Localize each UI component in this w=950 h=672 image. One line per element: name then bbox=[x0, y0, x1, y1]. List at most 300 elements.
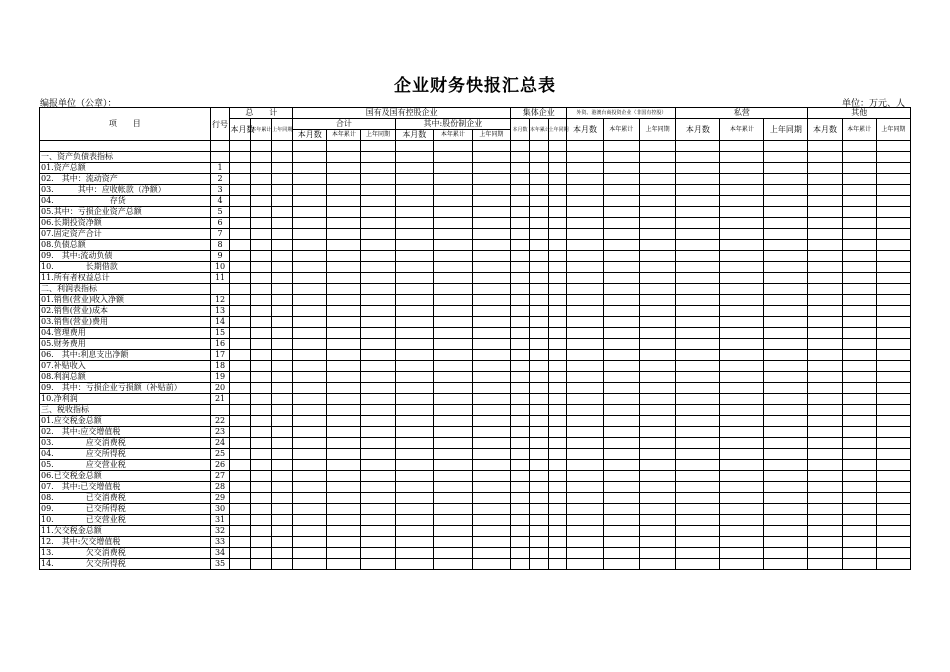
data-cell[interactable] bbox=[567, 427, 603, 438]
data-cell[interactable] bbox=[676, 251, 720, 262]
data-cell[interactable] bbox=[251, 152, 272, 163]
data-cell[interactable] bbox=[529, 548, 548, 559]
data-cell[interactable] bbox=[293, 526, 327, 537]
data-cell[interactable] bbox=[434, 438, 473, 449]
data-cell[interactable] bbox=[876, 361, 910, 372]
data-cell[interactable] bbox=[395, 361, 434, 372]
data-cell[interactable] bbox=[603, 460, 639, 471]
data-cell[interactable] bbox=[434, 537, 473, 548]
data-cell[interactable] bbox=[511, 372, 530, 383]
data-cell[interactable] bbox=[842, 526, 876, 537]
data-cell[interactable] bbox=[676, 262, 720, 273]
data-cell[interactable] bbox=[327, 526, 361, 537]
data-cell[interactable] bbox=[808, 515, 842, 526]
data-cell[interactable] bbox=[842, 504, 876, 515]
data-cell[interactable] bbox=[842, 306, 876, 317]
data-cell[interactable] bbox=[548, 262, 567, 273]
data-cell[interactable] bbox=[639, 471, 675, 482]
data-cell[interactable] bbox=[327, 460, 361, 471]
data-cell[interactable] bbox=[272, 240, 293, 251]
data-cell[interactable] bbox=[327, 449, 361, 460]
data-cell[interactable] bbox=[567, 405, 603, 416]
data-cell[interactable] bbox=[434, 251, 473, 262]
data-cell[interactable] bbox=[639, 306, 675, 317]
data-cell[interactable] bbox=[548, 438, 567, 449]
data-cell[interactable] bbox=[842, 218, 876, 229]
data-cell[interactable] bbox=[472, 515, 511, 526]
data-cell[interactable] bbox=[603, 427, 639, 438]
data-cell[interactable] bbox=[764, 306, 808, 317]
data-cell[interactable] bbox=[529, 328, 548, 339]
data-cell[interactable] bbox=[472, 251, 511, 262]
data-cell[interactable] bbox=[327, 273, 361, 284]
data-cell[interactable] bbox=[327, 504, 361, 515]
data-cell[interactable] bbox=[272, 229, 293, 240]
data-cell[interactable] bbox=[529, 427, 548, 438]
data-cell[interactable] bbox=[639, 350, 675, 361]
data-cell[interactable] bbox=[676, 493, 720, 504]
data-cell[interactable] bbox=[603, 273, 639, 284]
data-cell[interactable] bbox=[230, 196, 251, 207]
data-cell[interactable] bbox=[434, 405, 473, 416]
data-cell[interactable] bbox=[876, 262, 910, 273]
data-cell[interactable] bbox=[472, 548, 511, 559]
data-cell[interactable] bbox=[293, 504, 327, 515]
data-cell[interactable] bbox=[395, 537, 434, 548]
data-cell[interactable] bbox=[676, 207, 720, 218]
data-cell[interactable] bbox=[251, 526, 272, 537]
data-cell[interactable] bbox=[567, 526, 603, 537]
data-cell[interactable] bbox=[676, 526, 720, 537]
data-cell[interactable] bbox=[529, 559, 548, 570]
data-cell[interactable] bbox=[548, 559, 567, 570]
data-cell[interactable] bbox=[272, 559, 293, 570]
data-cell[interactable] bbox=[842, 559, 876, 570]
data-cell[interactable] bbox=[603, 416, 639, 427]
data-cell[interactable] bbox=[548, 548, 567, 559]
data-cell[interactable] bbox=[764, 273, 808, 284]
data-cell[interactable] bbox=[230, 350, 251, 361]
data-cell[interactable] bbox=[876, 317, 910, 328]
data-cell[interactable] bbox=[808, 229, 842, 240]
data-cell[interactable] bbox=[251, 273, 272, 284]
data-cell[interactable] bbox=[876, 471, 910, 482]
data-cell[interactable] bbox=[720, 559, 764, 570]
data-cell[interactable] bbox=[434, 526, 473, 537]
data-cell[interactable] bbox=[395, 196, 434, 207]
data-cell[interactable] bbox=[529, 460, 548, 471]
data-cell[interactable] bbox=[808, 471, 842, 482]
data-cell[interactable] bbox=[511, 416, 530, 427]
data-cell[interactable] bbox=[603, 317, 639, 328]
data-cell[interactable] bbox=[808, 328, 842, 339]
data-cell[interactable] bbox=[639, 548, 675, 559]
data-cell[interactable] bbox=[251, 460, 272, 471]
data-cell[interactable] bbox=[548, 229, 567, 240]
data-cell[interactable] bbox=[511, 449, 530, 460]
data-cell[interactable] bbox=[361, 526, 395, 537]
data-cell[interactable] bbox=[529, 339, 548, 350]
data-cell[interactable] bbox=[395, 273, 434, 284]
data-cell[interactable] bbox=[251, 240, 272, 251]
data-cell[interactable] bbox=[548, 152, 567, 163]
data-cell[interactable] bbox=[764, 394, 808, 405]
data-cell[interactable] bbox=[230, 405, 251, 416]
data-cell[interactable] bbox=[472, 471, 511, 482]
data-cell[interactable] bbox=[293, 394, 327, 405]
data-cell[interactable] bbox=[842, 537, 876, 548]
data-cell[interactable] bbox=[764, 163, 808, 174]
data-cell[interactable] bbox=[230, 438, 251, 449]
data-cell[interactable] bbox=[529, 185, 548, 196]
data-cell[interactable] bbox=[676, 218, 720, 229]
data-cell[interactable] bbox=[529, 284, 548, 295]
data-cell[interactable] bbox=[472, 174, 511, 185]
data-cell[interactable] bbox=[808, 416, 842, 427]
data-cell[interactable] bbox=[472, 449, 511, 460]
data-cell[interactable] bbox=[395, 515, 434, 526]
data-cell[interactable] bbox=[720, 383, 764, 394]
data-cell[interactable] bbox=[720, 295, 764, 306]
data-cell[interactable] bbox=[434, 361, 473, 372]
data-cell[interactable] bbox=[548, 273, 567, 284]
data-cell[interactable] bbox=[293, 460, 327, 471]
data-cell[interactable] bbox=[567, 350, 603, 361]
data-cell[interactable] bbox=[567, 218, 603, 229]
data-cell[interactable] bbox=[327, 427, 361, 438]
data-cell[interactable] bbox=[764, 339, 808, 350]
data-cell[interactable] bbox=[327, 405, 361, 416]
data-cell[interactable] bbox=[361, 559, 395, 570]
data-cell[interactable] bbox=[639, 251, 675, 262]
data-cell[interactable] bbox=[361, 537, 395, 548]
data-cell[interactable] bbox=[764, 317, 808, 328]
data-cell[interactable] bbox=[676, 240, 720, 251]
data-cell[interactable] bbox=[434, 273, 473, 284]
data-cell[interactable] bbox=[472, 405, 511, 416]
data-cell[interactable] bbox=[529, 482, 548, 493]
data-cell[interactable] bbox=[272, 405, 293, 416]
data-cell[interactable] bbox=[603, 163, 639, 174]
data-cell[interactable] bbox=[395, 240, 434, 251]
data-cell[interactable] bbox=[230, 284, 251, 295]
data-cell[interactable] bbox=[876, 152, 910, 163]
data-cell[interactable] bbox=[511, 163, 530, 174]
data-cell[interactable] bbox=[567, 229, 603, 240]
data-cell[interactable] bbox=[272, 493, 293, 504]
data-cell[interactable] bbox=[272, 427, 293, 438]
data-cell[interactable] bbox=[251, 405, 272, 416]
data-cell[interactable] bbox=[764, 515, 808, 526]
data-cell[interactable] bbox=[720, 460, 764, 471]
data-cell[interactable] bbox=[327, 262, 361, 273]
data-cell[interactable] bbox=[567, 273, 603, 284]
data-cell[interactable] bbox=[434, 163, 473, 174]
data-cell[interactable] bbox=[272, 295, 293, 306]
data-cell[interactable] bbox=[230, 504, 251, 515]
data-cell[interactable] bbox=[548, 416, 567, 427]
data-cell[interactable] bbox=[272, 196, 293, 207]
data-cell[interactable] bbox=[472, 416, 511, 427]
data-cell[interactable] bbox=[676, 284, 720, 295]
data-cell[interactable] bbox=[842, 427, 876, 438]
data-cell[interactable] bbox=[808, 449, 842, 460]
data-cell[interactable] bbox=[230, 328, 251, 339]
data-cell[interactable] bbox=[434, 328, 473, 339]
data-cell[interactable] bbox=[676, 449, 720, 460]
data-cell[interactable] bbox=[808, 185, 842, 196]
data-cell[interactable] bbox=[434, 262, 473, 273]
data-cell[interactable] bbox=[842, 493, 876, 504]
data-cell[interactable] bbox=[272, 163, 293, 174]
data-cell[interactable] bbox=[676, 394, 720, 405]
data-cell[interactable] bbox=[548, 372, 567, 383]
data-cell[interactable] bbox=[639, 504, 675, 515]
data-cell[interactable] bbox=[764, 493, 808, 504]
data-cell[interactable] bbox=[808, 262, 842, 273]
data-cell[interactable] bbox=[230, 394, 251, 405]
data-cell[interactable] bbox=[876, 515, 910, 526]
data-cell[interactable] bbox=[603, 229, 639, 240]
data-cell[interactable] bbox=[720, 372, 764, 383]
data-cell[interactable] bbox=[434, 460, 473, 471]
data-cell[interactable] bbox=[567, 394, 603, 405]
data-cell[interactable] bbox=[472, 229, 511, 240]
data-cell[interactable] bbox=[511, 251, 530, 262]
data-cell[interactable] bbox=[720, 163, 764, 174]
data-cell[interactable] bbox=[603, 515, 639, 526]
data-cell[interactable] bbox=[764, 174, 808, 185]
data-cell[interactable] bbox=[548, 196, 567, 207]
data-cell[interactable] bbox=[511, 152, 530, 163]
data-cell[interactable] bbox=[251, 504, 272, 515]
data-cell[interactable] bbox=[251, 295, 272, 306]
data-cell[interactable] bbox=[395, 526, 434, 537]
data-cell[interactable] bbox=[361, 251, 395, 262]
data-cell[interactable] bbox=[395, 383, 434, 394]
data-cell[interactable] bbox=[808, 405, 842, 416]
data-cell[interactable] bbox=[876, 185, 910, 196]
data-cell[interactable] bbox=[720, 537, 764, 548]
data-cell[interactable] bbox=[511, 361, 530, 372]
data-cell[interactable] bbox=[548, 328, 567, 339]
data-cell[interactable] bbox=[472, 537, 511, 548]
data-cell[interactable] bbox=[511, 383, 530, 394]
data-cell[interactable] bbox=[511, 537, 530, 548]
data-cell[interactable] bbox=[876, 273, 910, 284]
data-cell[interactable] bbox=[434, 240, 473, 251]
data-cell[interactable] bbox=[876, 416, 910, 427]
data-cell[interactable] bbox=[529, 317, 548, 328]
data-cell[interactable] bbox=[434, 152, 473, 163]
data-cell[interactable] bbox=[529, 405, 548, 416]
data-cell[interactable] bbox=[876, 339, 910, 350]
data-cell[interactable] bbox=[567, 537, 603, 548]
data-cell[interactable] bbox=[876, 174, 910, 185]
data-cell[interactable] bbox=[511, 306, 530, 317]
data-cell[interactable] bbox=[720, 515, 764, 526]
data-cell[interactable] bbox=[720, 493, 764, 504]
data-cell[interactable] bbox=[472, 207, 511, 218]
data-cell[interactable] bbox=[395, 493, 434, 504]
data-cell[interactable] bbox=[272, 328, 293, 339]
data-cell[interactable] bbox=[529, 229, 548, 240]
data-cell[interactable] bbox=[548, 482, 567, 493]
data-cell[interactable] bbox=[808, 526, 842, 537]
data-cell[interactable] bbox=[293, 493, 327, 504]
data-cell[interactable] bbox=[808, 438, 842, 449]
data-cell[interactable] bbox=[720, 405, 764, 416]
data-cell[interactable] bbox=[272, 174, 293, 185]
data-cell[interactable] bbox=[808, 548, 842, 559]
data-cell[interactable] bbox=[293, 273, 327, 284]
data-cell[interactable] bbox=[434, 295, 473, 306]
data-cell[interactable] bbox=[395, 416, 434, 427]
data-cell[interactable] bbox=[567, 196, 603, 207]
data-cell[interactable] bbox=[293, 295, 327, 306]
data-cell[interactable] bbox=[529, 295, 548, 306]
data-cell[interactable] bbox=[230, 515, 251, 526]
data-cell[interactable] bbox=[548, 251, 567, 262]
data-cell[interactable] bbox=[764, 405, 808, 416]
data-cell[interactable] bbox=[395, 394, 434, 405]
data-cell[interactable] bbox=[842, 273, 876, 284]
data-cell[interactable] bbox=[764, 328, 808, 339]
data-cell[interactable] bbox=[764, 416, 808, 427]
data-cell[interactable] bbox=[361, 427, 395, 438]
data-cell[interactable] bbox=[472, 504, 511, 515]
data-cell[interactable] bbox=[842, 196, 876, 207]
data-cell[interactable] bbox=[327, 295, 361, 306]
data-cell[interactable] bbox=[251, 471, 272, 482]
data-cell[interactable] bbox=[808, 207, 842, 218]
data-cell[interactable] bbox=[808, 163, 842, 174]
data-cell[interactable] bbox=[876, 537, 910, 548]
data-cell[interactable] bbox=[603, 251, 639, 262]
data-cell[interactable] bbox=[251, 493, 272, 504]
data-cell[interactable] bbox=[251, 163, 272, 174]
data-cell[interactable] bbox=[511, 350, 530, 361]
data-cell[interactable] bbox=[327, 383, 361, 394]
data-cell[interactable] bbox=[395, 284, 434, 295]
data-cell[interactable] bbox=[603, 218, 639, 229]
data-cell[interactable] bbox=[472, 262, 511, 273]
data-cell[interactable] bbox=[230, 240, 251, 251]
data-cell[interactable] bbox=[876, 394, 910, 405]
data-cell[interactable] bbox=[567, 251, 603, 262]
data-cell[interactable] bbox=[230, 339, 251, 350]
data-cell[interactable] bbox=[808, 317, 842, 328]
data-cell[interactable] bbox=[395, 317, 434, 328]
data-cell[interactable] bbox=[529, 449, 548, 460]
data-cell[interactable] bbox=[842, 339, 876, 350]
data-cell[interactable] bbox=[472, 482, 511, 493]
data-cell[interactable] bbox=[676, 482, 720, 493]
data-cell[interactable] bbox=[548, 218, 567, 229]
data-cell[interactable] bbox=[603, 405, 639, 416]
data-cell[interactable] bbox=[567, 295, 603, 306]
data-cell[interactable] bbox=[808, 361, 842, 372]
data-cell[interactable] bbox=[676, 273, 720, 284]
data-cell[interactable] bbox=[603, 383, 639, 394]
data-cell[interactable] bbox=[639, 174, 675, 185]
data-cell[interactable] bbox=[395, 306, 434, 317]
data-cell[interactable] bbox=[676, 383, 720, 394]
data-cell[interactable] bbox=[548, 427, 567, 438]
data-cell[interactable] bbox=[603, 471, 639, 482]
data-cell[interactable] bbox=[327, 350, 361, 361]
data-cell[interactable] bbox=[567, 504, 603, 515]
data-cell[interactable] bbox=[842, 482, 876, 493]
data-cell[interactable] bbox=[272, 537, 293, 548]
data-cell[interactable] bbox=[511, 460, 530, 471]
data-cell[interactable] bbox=[764, 240, 808, 251]
data-cell[interactable] bbox=[808, 383, 842, 394]
data-cell[interactable] bbox=[676, 361, 720, 372]
data-cell[interactable] bbox=[272, 262, 293, 273]
data-cell[interactable] bbox=[251, 218, 272, 229]
data-cell[interactable] bbox=[293, 372, 327, 383]
data-cell[interactable] bbox=[434, 207, 473, 218]
data-cell[interactable] bbox=[876, 493, 910, 504]
data-cell[interactable] bbox=[842, 295, 876, 306]
data-cell[interactable] bbox=[361, 493, 395, 504]
data-cell[interactable] bbox=[230, 207, 251, 218]
data-cell[interactable] bbox=[395, 504, 434, 515]
data-cell[interactable] bbox=[676, 152, 720, 163]
data-cell[interactable] bbox=[567, 262, 603, 273]
data-cell[interactable] bbox=[676, 515, 720, 526]
data-cell[interactable] bbox=[842, 471, 876, 482]
data-cell[interactable] bbox=[361, 163, 395, 174]
data-cell[interactable] bbox=[639, 152, 675, 163]
data-cell[interactable] bbox=[764, 284, 808, 295]
data-cell[interactable] bbox=[511, 295, 530, 306]
data-cell[interactable] bbox=[434, 196, 473, 207]
data-cell[interactable] bbox=[567, 438, 603, 449]
data-cell[interactable] bbox=[293, 163, 327, 174]
data-cell[interactable] bbox=[434, 284, 473, 295]
data-cell[interactable] bbox=[567, 306, 603, 317]
data-cell[interactable] bbox=[511, 273, 530, 284]
data-cell[interactable] bbox=[603, 328, 639, 339]
data-cell[interactable] bbox=[603, 559, 639, 570]
data-cell[interactable] bbox=[567, 163, 603, 174]
data-cell[interactable] bbox=[603, 339, 639, 350]
data-cell[interactable] bbox=[251, 427, 272, 438]
data-cell[interactable] bbox=[764, 471, 808, 482]
data-cell[interactable] bbox=[361, 361, 395, 372]
data-cell[interactable] bbox=[548, 493, 567, 504]
data-cell[interactable] bbox=[876, 449, 910, 460]
data-cell[interactable] bbox=[842, 515, 876, 526]
data-cell[interactable] bbox=[327, 163, 361, 174]
data-cell[interactable] bbox=[472, 284, 511, 295]
data-cell[interactable] bbox=[764, 449, 808, 460]
data-cell[interactable] bbox=[876, 526, 910, 537]
data-cell[interactable] bbox=[251, 317, 272, 328]
data-cell[interactable] bbox=[230, 548, 251, 559]
data-cell[interactable] bbox=[230, 163, 251, 174]
data-cell[interactable] bbox=[272, 394, 293, 405]
data-cell[interactable] bbox=[639, 383, 675, 394]
data-cell[interactable] bbox=[567, 339, 603, 350]
data-cell[interactable] bbox=[327, 482, 361, 493]
data-cell[interactable] bbox=[720, 427, 764, 438]
data-cell[interactable] bbox=[293, 196, 327, 207]
data-cell[interactable] bbox=[511, 427, 530, 438]
data-cell[interactable] bbox=[567, 471, 603, 482]
